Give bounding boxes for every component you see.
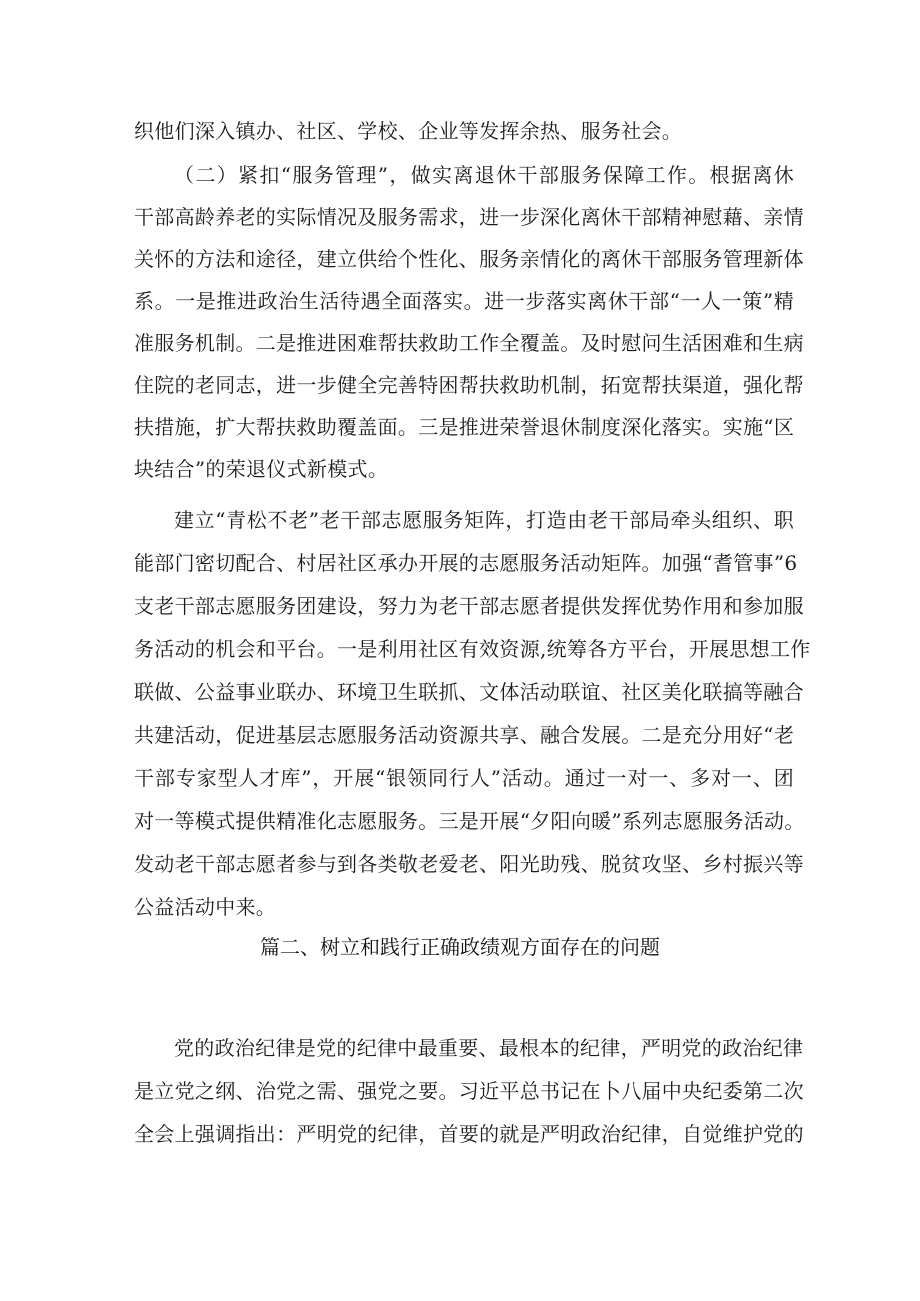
- paragraph-line: 对一等模式提供精准化志愿服务。三是开展“夕阳向暖”系列志愿服务活动。: [134, 809, 805, 833]
- paragraph-line: 全会上强调指出：严明党的纪律，首要的就是严明政治纪律，自觉维护党的: [134, 1122, 804, 1146]
- paragraph-line: 块结合”的荣退仪式新模式。: [134, 457, 389, 481]
- paragraph-line: 干部专家型人才库”，开展“银领同行人”活动。通过一对一、多对一、团: [134, 766, 794, 790]
- section-heading: 篇二、树立和践行正确政绩观方面存在的问题: [260, 935, 660, 959]
- paragraph-line: 联做、公益事业联办、环境卫生联抓、文体活动联谊、社区美化联搞等融合: [134, 680, 804, 704]
- paragraph-line: 发动老干部志愿者参与到各类敬老爱老、阳光助残、脱贫攻坚、乡村振兴等: [134, 852, 804, 876]
- paragraph-line: 能部门密切配合、村居社区承办开展的志愿服务活动矩阵。加强“耆管事”6: [134, 551, 798, 575]
- paragraph-line: 干部高龄养老的实际情况及服务需求，进一步深化离休干部精神慰藉、亲情: [134, 205, 804, 229]
- paragraph-line: （二）紧扣“服务管理”，做实离退休干部服务保障工作。根据离休: [174, 163, 794, 187]
- paragraph-line: 是立党之纲、治党之需、强党之要。习近平总书记在卜八届中央纪委第二次: [134, 1079, 804, 1103]
- paragraph-line: 扶措施，扩大帮扶救助覆盖面。三是推进荣誉退休制度深化落实。实施“区: [134, 415, 795, 439]
- paragraph-line: 党的政治纪律是党的纪律中最重要、最根本的纪律，严明党的政治纪律: [174, 1036, 804, 1060]
- paragraph-line: 织他们深入镇办、社区、学校、企业等发挥余热、服务社会。: [134, 119, 683, 143]
- paragraph-line: 系。一是推进政治生活待遇全面落实。进一步落实离休干部“一人一策”精: [134, 289, 794, 313]
- paragraph-line: 建立“青松不老”老干部志愿服务矩阵，打造由老干部局牵头组织、职: [174, 508, 794, 532]
- paragraph-line: 公益活动中来。: [134, 895, 277, 919]
- paragraph-line: 关怀的方法和途径，建立供给个性化、服务亲情化的离休干部服务管理新体: [134, 247, 804, 271]
- paragraph-line: 支老干部志愿服务团建设，努力为老干部志愿者提供发挥优势作用和参加服: [134, 594, 804, 618]
- paragraph-line: 共建活动，促进基层志愿服务活动资源共享、融合发展。二是充分用好“老: [134, 723, 795, 747]
- paragraph-line: 务活动的机会和平台。一是利用社区有效资源,统筹各方平台，开展思想工作: [134, 637, 811, 661]
- paragraph-line: 住院的老同志，进一步健全完善特困帮扶救助机制，拓宽帮扶渠道，强化帮: [134, 373, 804, 397]
- paragraph-line: 准服务机制。二是推进困难帮扶救助工作全覆盖。及时慰问生活困难和生病: [134, 331, 804, 355]
